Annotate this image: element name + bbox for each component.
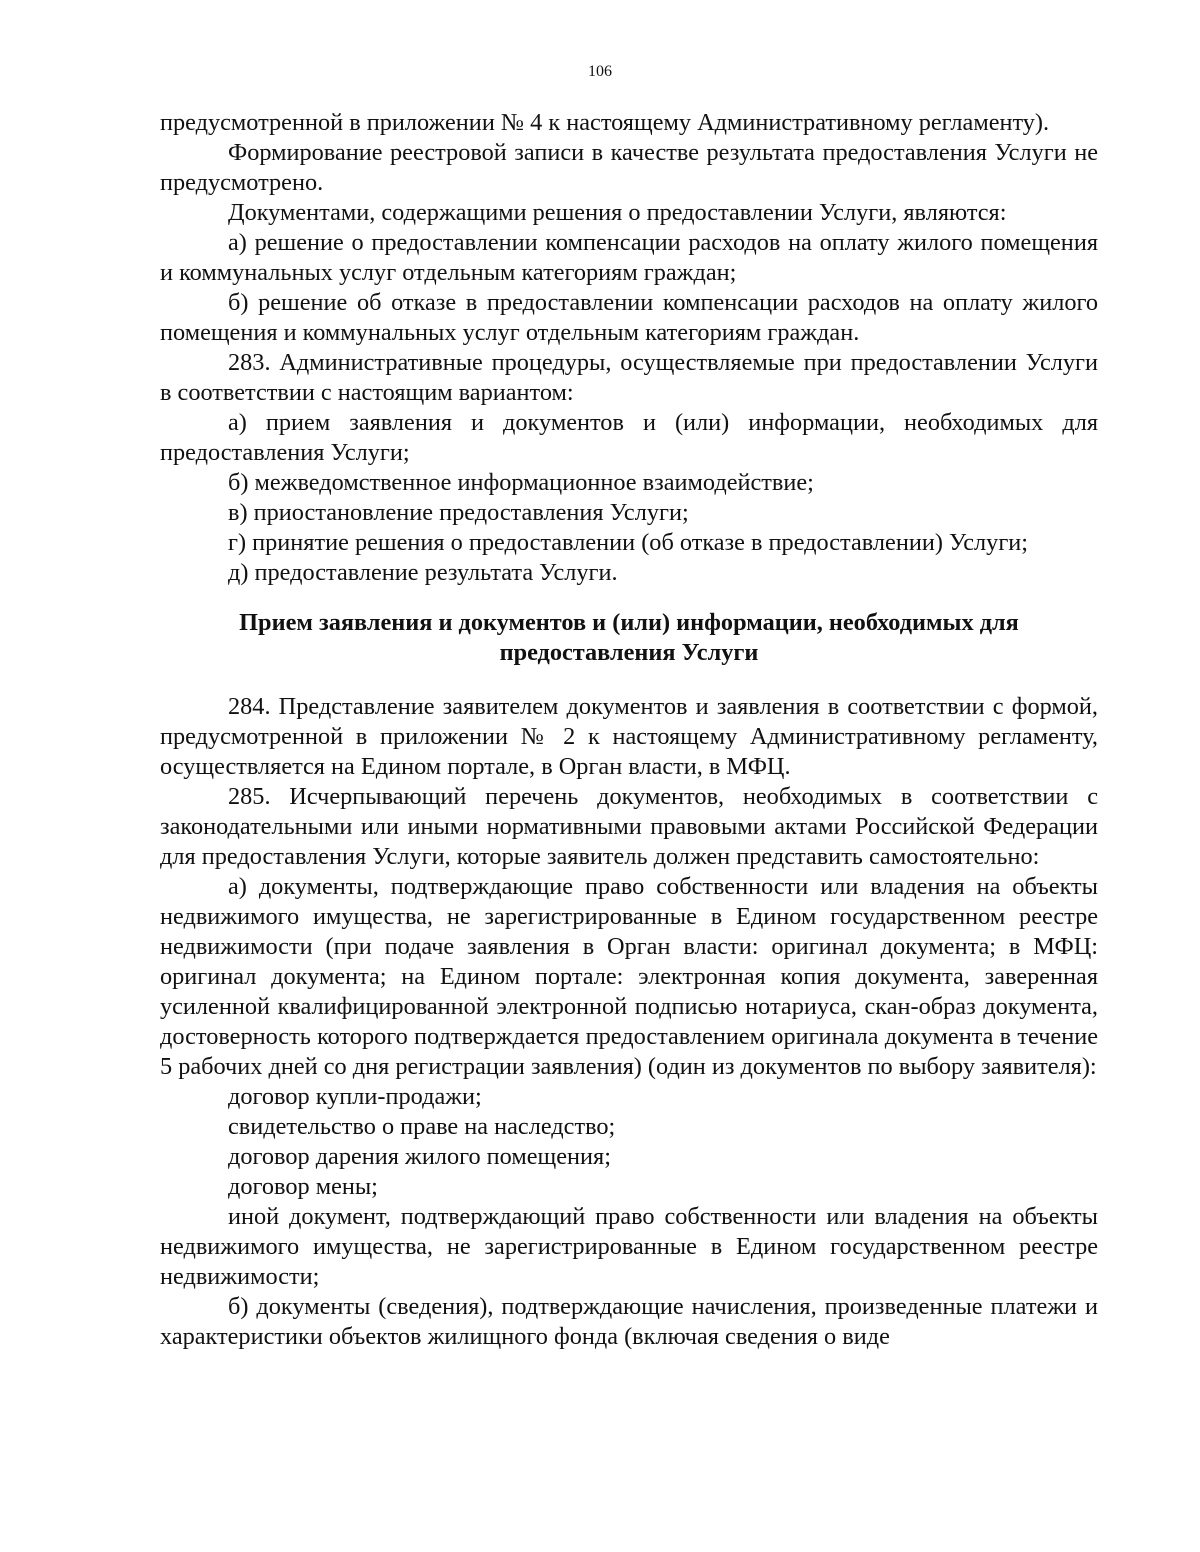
list-item-other-document: иной документ, подтверждающий право собственности или владения на объекты недвижимого имущества, не зарегистрированные в Едином государственном реестре недвижимости; xyxy=(160,1203,1098,1290)
list-item-procedure-d: д) предоставление результата Услуги. xyxy=(228,559,618,586)
list-item-procedure-b: б) межведомственное информационное взаимодействие; xyxy=(228,469,814,496)
paragraph-registry-record: Формирование реестровой записи в качестве результата предоставления Услуги не предусмотрено. xyxy=(160,139,1098,196)
document-body xyxy=(160,108,1098,1352)
paragraph-283: 283. Административные процедуры, осуществляемые при предоставлении Услуги в соответствии с настоящим вариантом: xyxy=(160,349,1098,406)
list-item-decision-grant: а) решение о предоставлении компенсации расходов на оплату жилого помещения и коммунальных услуг отдельным категориям граждан; xyxy=(160,229,1098,286)
list-item-procedure-v: в) приостановление предоставления Услуги; xyxy=(228,499,689,526)
list-item-procedure-g: г) принятие решения о предоставлении (об отказе в предоставлении) Услуги; xyxy=(228,529,1029,556)
list-item-decision-refusal: б) решение об отказе в предоставлении компенсации расходов на оплату жилого помещения и коммунальных услуг отдельным категориям граждан. xyxy=(160,289,1098,346)
list-item-ownership-documents: а) документы, подтверждающие право собственности или владения на объекты недвижимого имущества, не зарегистрированные в Едином государственном реестре недвижимости (при подаче заявления в Орган власти: оригинал документа; в МФЦ: оригинал документа; на Едином портале: электронная копия документа, заверенная усиленной квалифицированной электронной подписью нотариуса, скан-образ документа, достоверность которого подтверждается предоставлением оригинала документа в течение 5 рабочих дней со дня регистрации заявления) (один из документов по выбору заявителя): xyxy=(160,873,1098,1080)
paragraph-continuation: предусмотренной в приложении № 4 к настоящему Административному регламенту). xyxy=(160,109,1050,136)
list-item-procedure-a: а) прием заявления и документов и (или) информации, необходимых для предоставления Услуги; xyxy=(160,409,1098,466)
list-item-sale-contract: договор купли-продажи; xyxy=(228,1083,482,1110)
paragraph-284: 284. Представление заявителем документов и заявления в соответствии с формой, предусмотренной в приложении № 2 к настоящему Административному регламенту, осуществляется на Едином портале, в Орган власти, в МФЦ. xyxy=(160,693,1098,780)
paragraph-285: 285. Исчерпывающий перечень документов, необходимых в соответствии с законодательными или иными нормативными правовыми актами Российской Федерации для предоставления Услуги, которые заявитель должен представить самостоятельно: xyxy=(160,783,1098,870)
paragraph-decision-documents: Документами, содержащими решения о предоставлении Услуги, являются: xyxy=(228,199,1007,226)
page-number: 106 xyxy=(588,63,612,80)
list-item-gift-contract: договор дарения жилого помещения; xyxy=(228,1143,611,1170)
section-heading: Прием заявления и документов и (или) информации, необходимых для предоставления Услуги xyxy=(239,609,1019,666)
list-item-payment-documents: б) документы (сведения), подтверждающие начисления, произведенные платежи и характеристики объектов жилищного фонда (включая сведения о виде xyxy=(160,1293,1098,1350)
list-item-exchange-contract: договор мены; xyxy=(228,1173,378,1200)
list-item-inheritance-certificate: свидетельство о праве на наследство; xyxy=(228,1113,616,1140)
